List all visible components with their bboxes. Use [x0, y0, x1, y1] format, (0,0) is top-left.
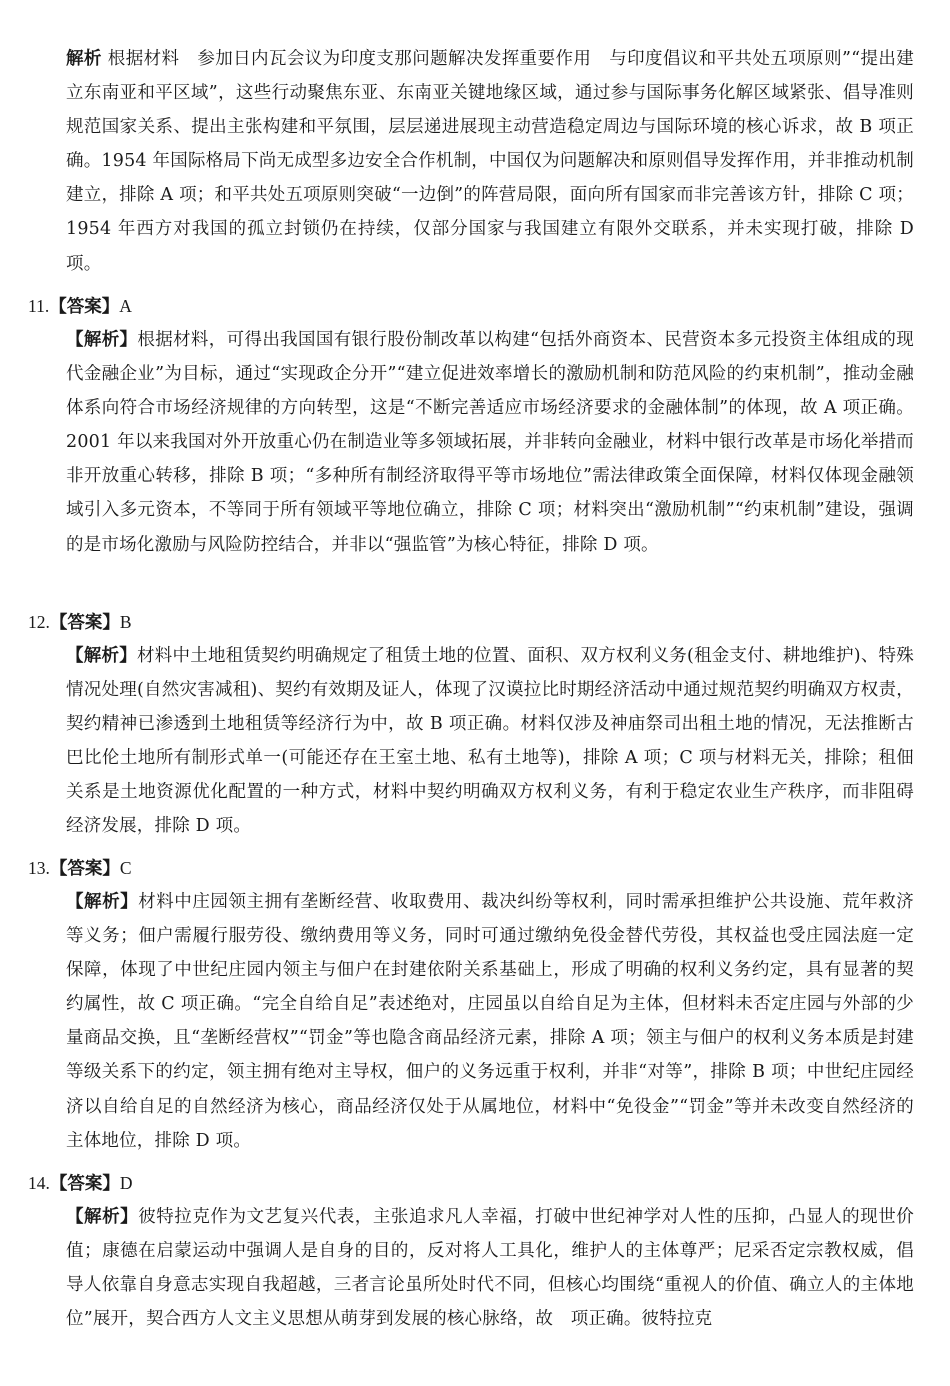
answer-value: B	[119, 612, 132, 632]
question-header-14	[28, 1166, 133, 1201]
answer-value: C	[119, 858, 132, 878]
analysis-block-10	[66, 42, 914, 281]
question-header-11	[28, 289, 132, 324]
analysis-label: 【解析】	[66, 892, 139, 912]
analysis-text: 材料中庄园领主拥有垄断经营、收取费用、裁决纠纷等权利，同时需承担维护公共设施、荒年救济等义务；佃户需履行服劳役、缴纳费用等义务，同时可通过缴纳免役金替代劳役，其权益也受庄园法庭一定保障，体现了中世纪庄园内领主与佃户在封建依附关系基础上，形成了明确的权利义务约定，具有显著的契约属性，故 C 项正确。“完全自给自足”表述绝对，庄园虽以自给自足为主体，但材料未否定庄园与外部的少量商品交换，且“垄断经营权”“罚金”等也隐含商品经济元素，排除 A 项；领主与佃户的权利义务本质是封建等级关系下的约定，领主拥有绝对主导权，佃户的义务远重于权利，并非“对等”，排除 B 项；中世纪庄园经济以自给自足的自然经济为核心，商品经济仅处于从属地位，材料中“免役金”“罚金”等并未改变自然经济的主体地位，排除 D 项。	[66, 892, 914, 1151]
question-number: 11.	[28, 296, 50, 316]
answer-value: D	[119, 1173, 133, 1193]
analysis-label: 【解析】	[66, 646, 137, 666]
analysis-label: 【解析】	[66, 330, 138, 350]
answer-label: 【答案】	[49, 613, 120, 633]
analysis-block-14	[66, 1200, 914, 1336]
answer-label: 【答案】	[49, 297, 120, 317]
analysis-text: 根据材料，可得出我国国有银行股份制改革以构建“包括外商资本、民营资本多元投资主体组成的现代金融企业”为目标，通过“实现政企分开”“建立促进效率增长的激励机制和防范风险的约束机制”，推动金融体系向符合市场经济规律的方向转型，这是“不断完善适应市场经济要求的金融体制”的体现，故 A 项正确。2001 年以来我国对外开放重心仍在制造业等多领域拓展，并非转向金融业，材料中银行改革是市场化举措而非开放重心转移，排除 B 项；“多种所有制经济取得平等市场地位”需法律政策全面保障，材料仅体现金融领域引入多元资本，不等同于所有领域平等地位确立，排除 C 项；材料突出“激励机制”“约束机制”建设，强调的是市场化激励与风险防控结合，并非以“强监管”为核心特征，排除 D 项。	[66, 330, 914, 555]
analysis-block-13	[66, 885, 914, 1158]
question-header-12	[28, 605, 132, 640]
question-number: 12.	[28, 612, 50, 632]
question-header-13	[28, 851, 132, 886]
analysis-text: 根据材料 参加日内瓦会议为印度支那问题解决发挥重要作用 与印度倡议和平共处五项原则”“提出建立东南亚和平区域”，这些行动聚焦东亚、东南亚关键地缘区域，通过参与国际事务化解区域紧张、倡导准则规范国家关系、提出主张构建和平氛围，层层递进展现主动营造稳定周边与国际环境的核心诉求，故 B 项正确。1954 年国际格局下尚无成型多边安全合作机制，中国仅为问题解决和原则倡导发挥作用，并非推动机制建立，排除 A 项；和平共处五项原则突破“一边倒”的阵营局限，面向所有国家而非完善该方针，排除 C 项；1954 年西方对我国的孤立封锁仍在持续，仅部分国家与我国建立有限外交联系，并未实现打破，排除 D 项。	[66, 49, 915, 274]
question-number: 14.	[28, 1173, 50, 1193]
analysis-block-12	[66, 639, 914, 844]
analysis-label: 【解析】	[66, 1207, 139, 1227]
analysis-label: 解析	[66, 49, 102, 69]
analysis-text: 材料中土地租赁契约明确规定了租赁土地的位置、面积、双方权利义务(租金支付、耕地维护)、特殊情况处理(自然灾害减租)、契约有效期及证人，体现了汉谟拉比时期经济活动中通过规范契约明确双方权责，契约精神已渗透到土地租赁等经济行为中，故 B 项正确。材料仅涉及神庙祭司出租土地的情况，无法推断古巴比伦土地所有制形式单一(可能还存在王室土地、私有土地等)，排除 A 项；C 项与材料无关，排除；租佃关系是土地资源优化配置的一种方式，材料中契约明确双方权利义务，有利于稳定农业生产秩序，而非阻碍经济发展，排除 D 项。	[66, 646, 914, 837]
analysis-block-11	[66, 323, 914, 562]
answer-value: A	[119, 296, 132, 316]
question-number: 13.	[28, 858, 50, 878]
answer-label: 【答案】	[49, 859, 120, 879]
answer-label: 【答案】	[49, 1174, 120, 1194]
analysis-text: 彼特拉克作为文艺复兴代表，主张追求凡人幸福，打破中世纪神学对人性的压抑，凸显人的现世价值；康德在启蒙运动中强调人是自身的目的，反对将人工具化，维护人的主体尊严；尼采否定宗教权威，倡导人依靠自身意志实现自我超越，三者言论虽所处时代不同，但核心均围绕“重视人的价值、确立人的主体地位”展开，契合西方人文主义思想从萌芽到发展的核心脉络，故 项正确。彼特拉克	[66, 1207, 914, 1330]
